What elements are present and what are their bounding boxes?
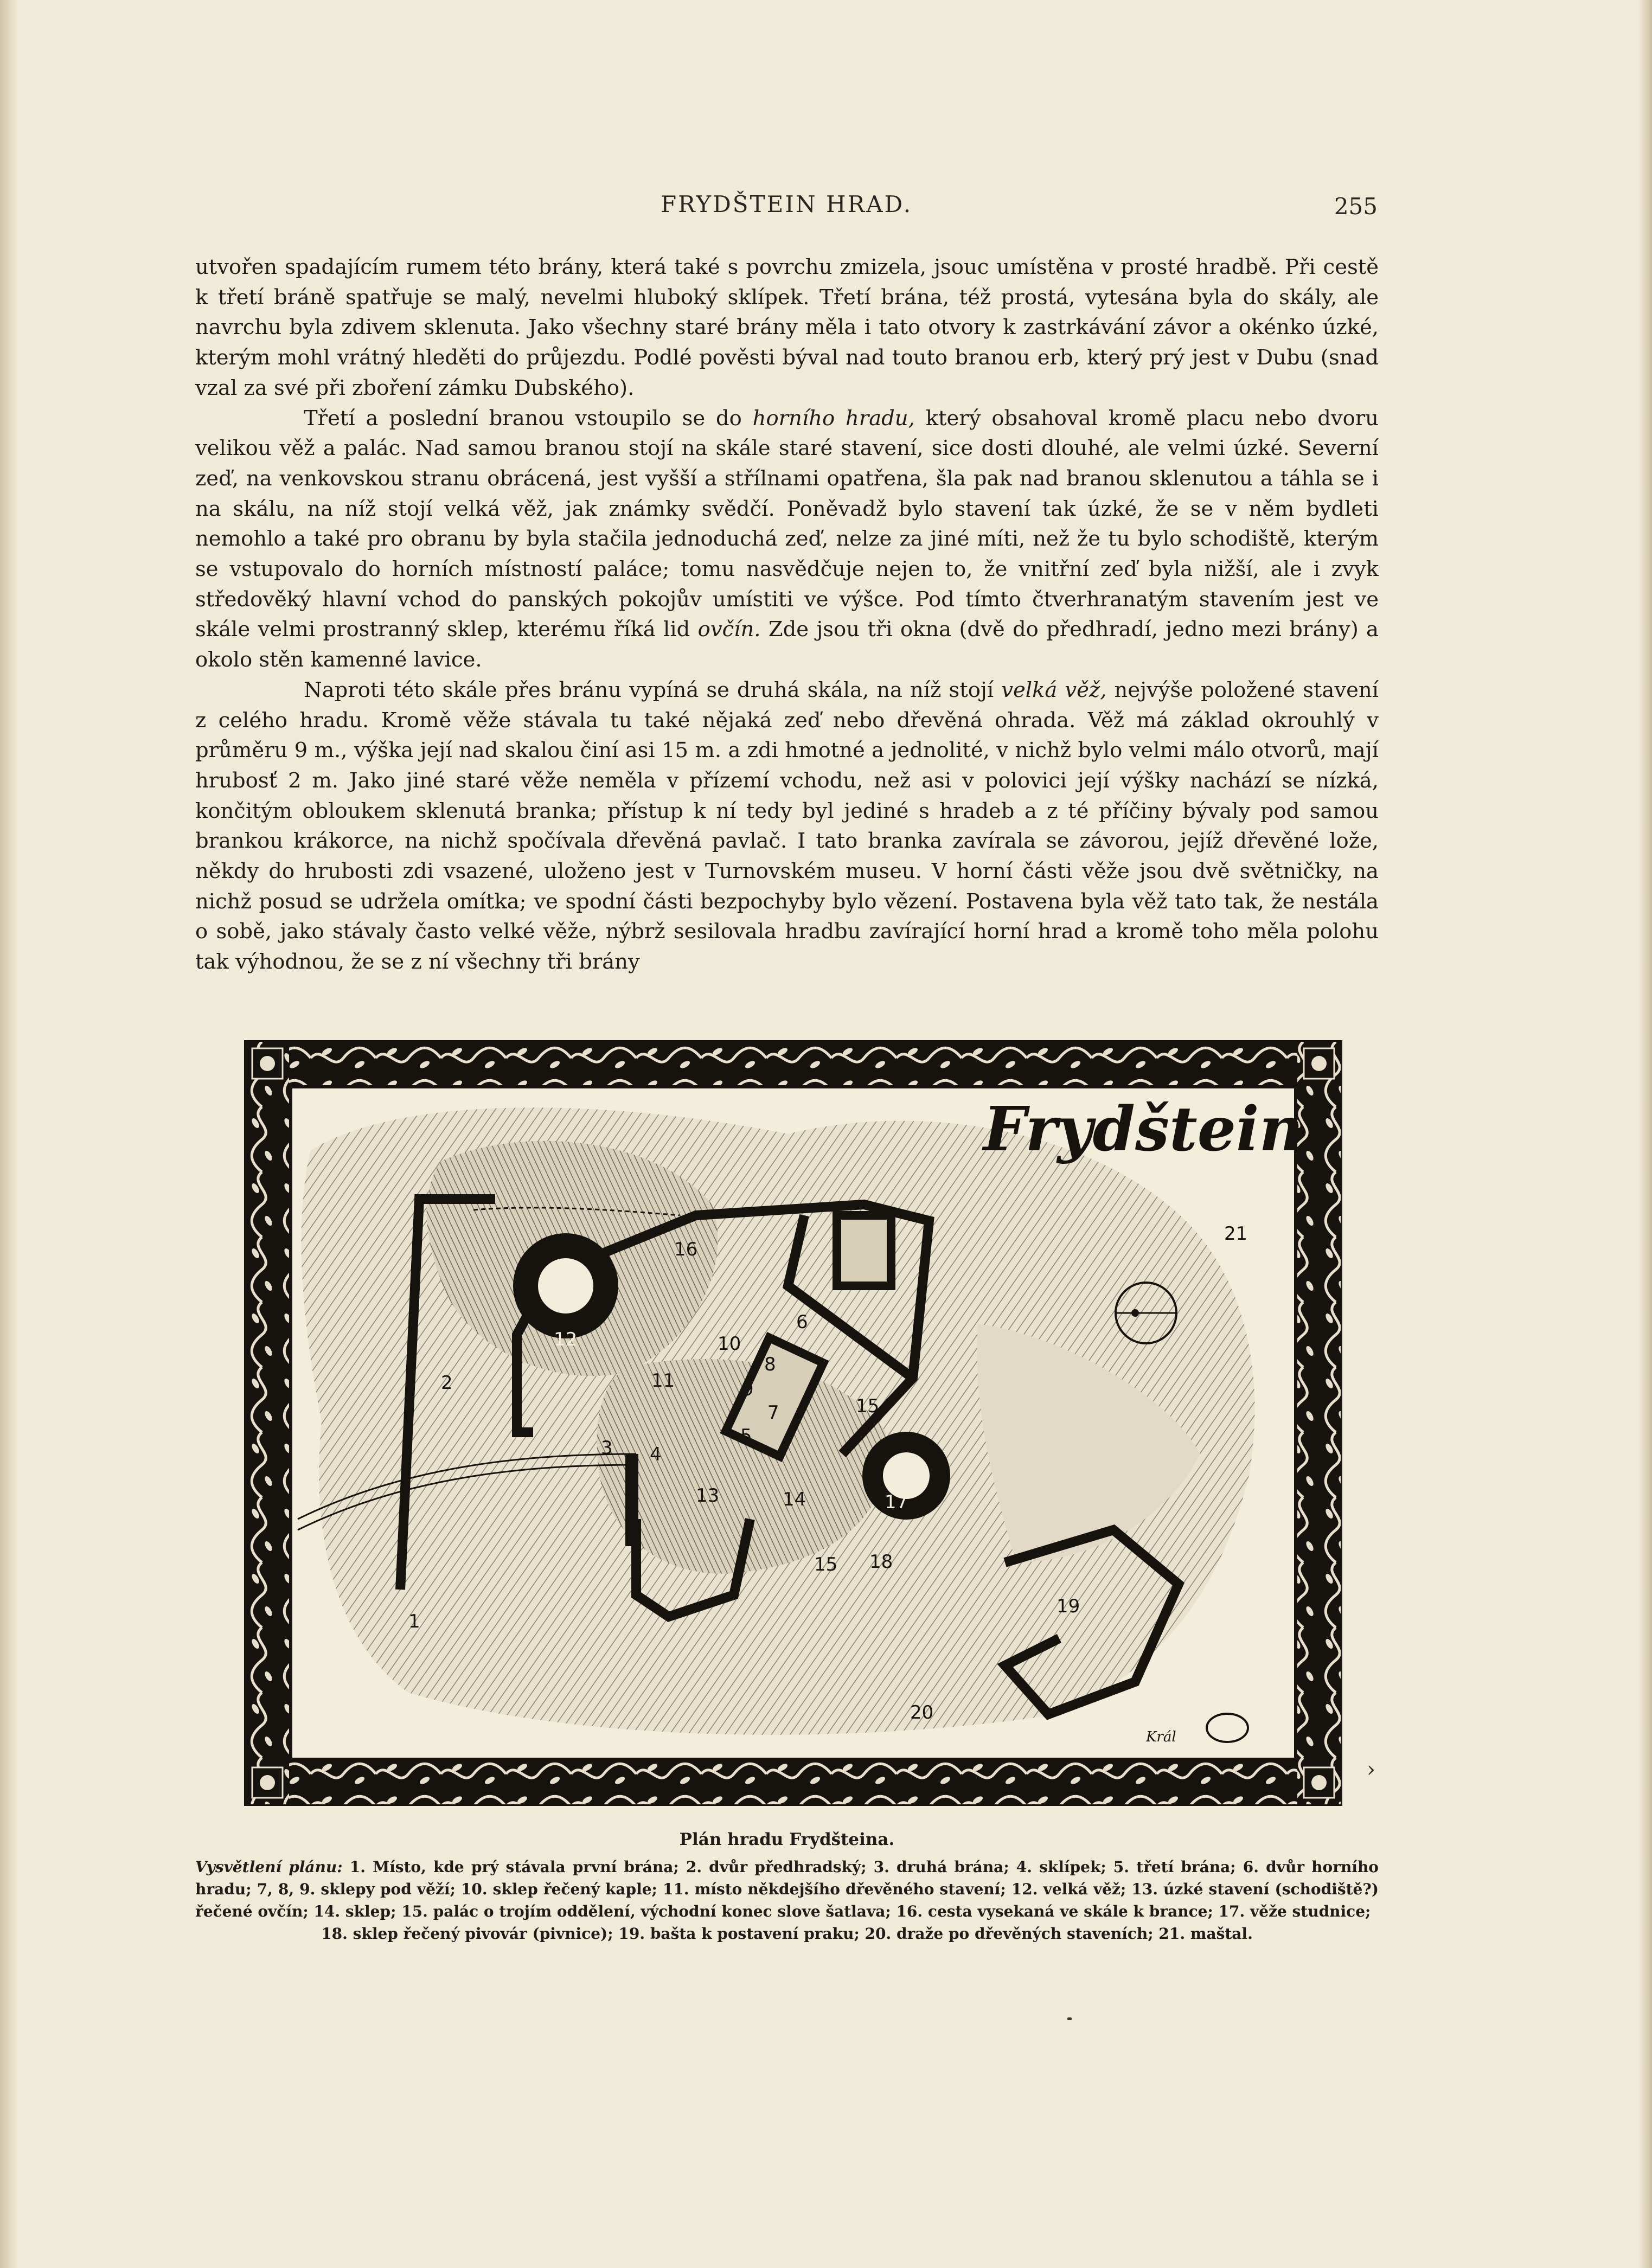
plan-label-2: 2 <box>441 1372 453 1394</box>
legend-text: 1. Místo, kde prý stávala první brána; 2. dvůr předhradský; 3. druhá brána; 4. sklípek; 5. třetí brána; 6. dvůr horního hradu; 7, 8, 9. sklepy pod věží; 10. sklep řečený kaple; 11. místo někdejšího dřevěného stavení; 12. velká věž; 13. úzké stavení (schodiště?) řečené ovčín; 14. sklep; 15. palác o trojím oddělení, východní konec slove šatlava; 16. cesta vysekaná ve skále k brance; 17. věže studnice; <box>195 1858 1379 1920</box>
plan-label-15: 15 <box>856 1395 880 1417</box>
plan-label-4: 4 <box>650 1444 662 1465</box>
plan-label-15b: 15 <box>814 1554 838 1575</box>
paragraph-2-part-b: který obsahoval kromě placu nebo dvoru velikou věž a palác. Nad samou branou stojí na skále staré stavení, sice dosti dlouhé, ale velmi úzké. Severní zeď, na venkovskou stranu obrácená, jest vyšší a střílnami opatřena, šla pak nad branou sklenutou a táhla se i na skálu, na níž stojí velká věž, jak známky svědčí. Poněvadž bylo stavení tak úzké, že se v něm bydleti nemohlo a také pro obranu by byla stačila jednoduchá zeď, nelze za jiné míti, než že tu bylo schodiště, kterým se vstupovalo do horních místností paláce; tomu nasvědčuje nejen to, že vnitřní zeď byla nižší, ale i zvyk středověký hlavní vchod do panských pokojův umístiti ve výšce. Pod tímto čtverhranatým stavením jest ve skále velmi prostranný sklep, kterému říká lid <box>195 406 1379 642</box>
paragraph-2-part-c: Zde jsou tři okna (dvě do předhradí, jedno mezi brány) a okolo stěn kamenné lavice. <box>195 617 1379 672</box>
plan-label-20: 20 <box>910 1702 934 1724</box>
paragraph-3-part-b: nejvýše položené stavení z celého hradu. Kromě věže stávala tu také nějaká zeď nebo dřevěná ohrada. Věž má základ okrouhlý v průměru 9 m., výška její nad skalou činí asi 15 m. a zdi hmotné a jednolité, v nichž bylo velmi málo otvorů, mají hrubosť 2 m. Jako jiné staré věže neměla v přízemí vchodu, než asi v polovici její výšky nachází se nízká, končitým obloukem sklenutá branka; přístup k ní tedy byl jediné s hradeb a z té příčiny bývaly pod samou brankou krákorce, na nichž spočívala dřevěná pavlač. I tato branka zavírala se závorou, jejíž dřevěné lože, někdy do hrubosti zdi vsazené, uloženo jest v Turnovském museu. V horní části věže jsou dvě světničky, na nichž posud se udržela omítka; ve spodní části bezpochyby bylo vězení. Postavena byla věž tato tak, že nestála o sobě, jako stávaly často velké věže, nýbrž sesilovala hradbu zavírající horní hrad a kromě toho měla polohu tak výhodnou, že se z ní všechny tři brány <box>195 677 1379 975</box>
legend-last-line: 18. sklep řečený pivovár (pivnice); 19. bašta k postavení praku; 20. draže po dřevěných staveních; 21. maštal. <box>321 1925 1253 1943</box>
paragraph-2 <box>195 403 1379 675</box>
running-head <box>195 191 1378 223</box>
plan-label-1: 1 <box>408 1611 420 1632</box>
plan-label-13: 13 <box>696 1485 720 1507</box>
page-number: 255 <box>1334 193 1378 220</box>
border-bottom <box>246 1761 1341 1804</box>
plan-label-10: 10 <box>718 1333 741 1355</box>
plan-label-14: 14 <box>783 1489 806 1510</box>
running-title: FRYDŠTEIN HRAD. <box>660 191 913 217</box>
legend-lead: Vysvětlení plánu: <box>195 1858 343 1876</box>
paragraph-3 <box>195 675 1379 977</box>
plan-label-12: 12 <box>554 1329 578 1350</box>
plan-label-6: 6 <box>796 1311 808 1333</box>
plan-label-3: 3 <box>601 1437 613 1459</box>
border-right <box>1297 1042 1341 1804</box>
north-building <box>837 1215 891 1286</box>
plan-label-19: 19 <box>1056 1596 1080 1617</box>
paragraph-2-emphasis-2: ovčín. <box>697 617 761 642</box>
bracket-mark: › <box>1367 1757 1375 1782</box>
plan-label-16: 16 <box>674 1239 698 1260</box>
paragraph-2-emphasis: horního hradu, <box>752 406 915 431</box>
caption-title: Plán hradu Frydšteina. <box>679 1830 895 1849</box>
plan-label-9: 9 <box>742 1379 754 1400</box>
book-gutter <box>0 0 18 2268</box>
plan-label-11: 11 <box>651 1370 675 1392</box>
border-left <box>246 1042 289 1804</box>
paragraph-2-part-a: Třetí a poslední branou vstoupilo se do <box>304 406 753 431</box>
paragraph-3-emphasis: velká věž, <box>1001 677 1107 702</box>
great-tower <box>526 1246 606 1326</box>
plan-label-7: 7 <box>767 1402 779 1424</box>
plan-label-8: 8 <box>764 1354 776 1375</box>
paragraph-3-part-a: Naproti této skále přes bránu vypíná se druhá skála, na níž stojí <box>304 677 1002 702</box>
plan-label-17: 17 <box>885 1491 908 1513</box>
plan-label-5: 5 <box>740 1425 752 1447</box>
castle-plan-svg <box>246 1042 1341 1804</box>
narrow-building <box>625 1454 638 1546</box>
body-text <box>195 252 1379 977</box>
border-top <box>246 1042 1341 1085</box>
paragraph-1: utvořen spadajícím rumem této brány, která také s povrchu zmizela, jsouc umístěna v prosté hradbě. Při cestě k třetí bráně spatřuje se malý, nevelmi hluboký sklípek. Třetí brána, též prostá, vytesána byla do skály, ale navrchu byla zdivem sklenuta. Jako všechny staré brány měla i tato otvory k zastrkávání závor a okénko úzké, kterým mohl vrátný hleděti do průjezdu. Podlé pověsti býval nad touto branou erb, který prý jest v Dubu (snad vzal za své při zboření zámku Dubského). <box>195 255 1379 400</box>
plan-label-18: 18 <box>869 1551 893 1573</box>
page-edge <box>1638 0 1652 2268</box>
plan-label-21: 21 <box>1224 1223 1248 1245</box>
plan-title-art: Frydštein <box>983 1094 1303 1165</box>
castle-plan-illustration <box>244 1040 1342 1806</box>
ink-dot <box>1067 2017 1072 2020</box>
compass-center <box>1131 1309 1139 1317</box>
plan-legend <box>195 1856 1379 1945</box>
artist-signature: Král <box>1146 1729 1176 1745</box>
